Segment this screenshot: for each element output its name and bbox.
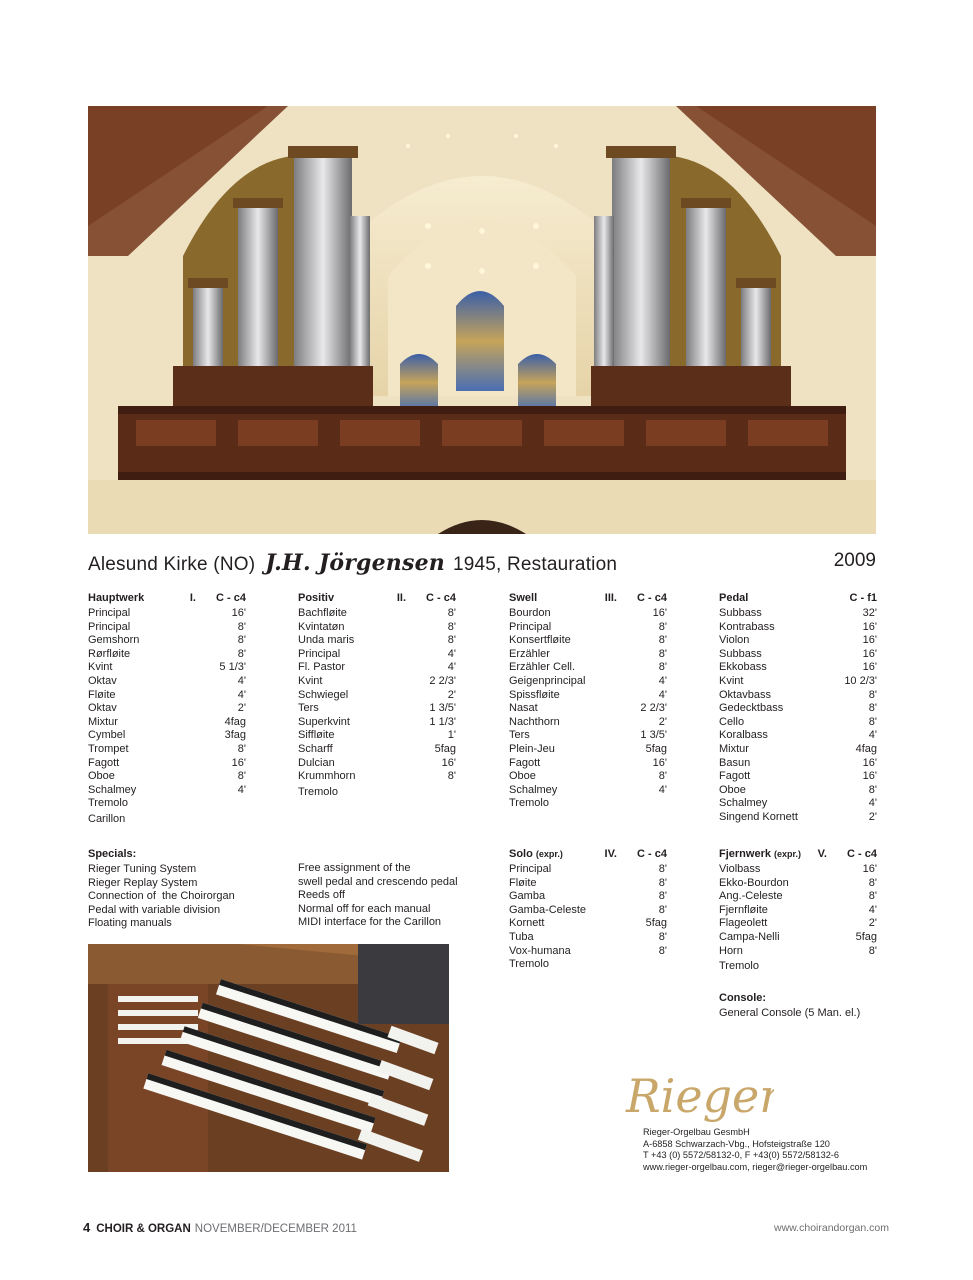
console-heading: Console:	[719, 992, 767, 1004]
stop-row	[509, 621, 667, 635]
stop-name: Mixtur	[719, 742, 749, 755]
stop-name: Cello	[719, 715, 745, 728]
stop-name: Krummhorn	[298, 770, 356, 783]
organ-builder: J.H. Jörgensen	[265, 550, 445, 576]
stop-pitch: 8'	[237, 620, 246, 633]
extra-item	[88, 813, 246, 827]
stop-row	[509, 863, 667, 877]
division-expr: (expr.)	[774, 849, 802, 859]
stop-name: Bachfløite	[298, 607, 347, 619]
manual-number: IV.	[604, 848, 617, 860]
stop-row	[719, 797, 877, 811]
division-swell	[509, 592, 667, 811]
stop-row	[509, 661, 667, 675]
stop-pitch: 8'	[868, 715, 877, 728]
division-solo	[509, 848, 667, 972]
stop-name: Kvint	[298, 674, 323, 687]
stop-row	[88, 743, 246, 757]
division-name: Positiv	[298, 592, 335, 604]
stop-pitch: 16'	[862, 647, 877, 660]
stop-pitch: 8'	[237, 770, 246, 783]
stop-name: Fløite	[509, 876, 537, 889]
stop-name: Fagott	[509, 756, 541, 769]
stop-pitch: 8'	[447, 770, 456, 783]
stop-name: Scharff	[298, 742, 333, 755]
stop-row	[88, 621, 246, 635]
stop-pitch: 5 1/3'	[219, 661, 246, 674]
stop-pitch: 2'	[447, 688, 456, 701]
rieger-address	[643, 1127, 893, 1173]
stop-row	[509, 716, 667, 730]
organ-year: 1945, Restauration	[452, 554, 618, 575]
division-name: Hauptwerk	[88, 592, 145, 604]
stop-row	[88, 784, 246, 798]
stop-name: Tremolo	[509, 958, 549, 971]
stop-pitch: 8'	[658, 620, 667, 633]
stop-row	[88, 716, 246, 730]
specials-list-2	[298, 862, 488, 930]
title-line	[88, 550, 617, 576]
stop-pitch: 16'	[862, 634, 877, 647]
manual-number: II.	[396, 592, 406, 604]
stop-name: Geigenprincipal	[509, 674, 586, 687]
stop-name: Fløite	[88, 688, 116, 701]
stop-name: Basun	[719, 756, 751, 769]
manual-number: I.	[189, 592, 196, 604]
stop-pitch: 8'	[868, 688, 877, 701]
stop-name: Subbass	[719, 647, 762, 660]
specials-heading: Specials:	[88, 848, 137, 860]
stop-pitch: 5fag	[434, 742, 456, 755]
magazine-name: CHOIR & ORGAN	[96, 1223, 191, 1235]
stop-row	[509, 877, 667, 891]
stop-name: Tuba	[509, 930, 534, 943]
stop-pitch: 8'	[868, 783, 877, 796]
stop-pitch: 8'	[237, 634, 246, 647]
stop-pitch: 5fag	[645, 917, 667, 930]
stop-pitch: 5fag	[855, 930, 877, 943]
division-pedal	[719, 592, 877, 825]
rieger-logo-text: Rieger	[626, 1069, 774, 1123]
console-photo	[88, 944, 449, 1172]
page-number: 4	[83, 1220, 91, 1235]
stop-name: Oktavbass	[719, 688, 771, 701]
stop-row	[719, 661, 877, 675]
stop-pitch: 4'	[658, 783, 667, 796]
stop-row	[509, 931, 667, 945]
stop-name: Erzähler Cell.	[509, 661, 576, 674]
stop-name: Tremolo	[509, 797, 549, 810]
stop-row	[509, 945, 667, 959]
special-item: Rieger Tuning System	[88, 863, 197, 875]
stop-row	[719, 621, 877, 635]
stop-row	[719, 770, 877, 784]
stop-name: Superkvint	[298, 715, 350, 728]
stop-name: Rørfløite	[88, 647, 131, 660]
stop-row	[719, 784, 877, 798]
stop-row	[509, 743, 667, 757]
stop-name: Violon	[719, 634, 750, 647]
restoration-year: 2009	[833, 550, 876, 571]
stop-pitch: 8'	[658, 863, 667, 875]
issue-date: NOVEMBER/DECEMBER 2011	[194, 1223, 357, 1235]
stop-name: Kornett	[509, 917, 545, 930]
stop-row	[719, 716, 877, 730]
stop-name: Schalmey	[719, 797, 768, 810]
stop-name: Ang.-Celeste	[719, 890, 783, 903]
stop-row	[298, 675, 456, 689]
stop-name: Schalmey	[88, 783, 137, 796]
stop-pitch: 10 2/3'	[844, 674, 877, 687]
stop-name: Mixtur	[88, 715, 118, 728]
stop-row	[719, 648, 877, 662]
division-positiv	[298, 592, 456, 799]
stop-row	[719, 607, 877, 621]
stop-name: Unda maris	[298, 634, 355, 647]
stop-name: Singend Kornett	[719, 810, 798, 823]
stop-row	[509, 890, 667, 904]
stop-row	[719, 877, 877, 891]
stop-pitch: 8'	[868, 876, 877, 889]
stop-row	[719, 729, 877, 743]
stop-row	[88, 797, 246, 811]
stop-pitch: 8'	[658, 930, 667, 943]
special-item: Connection of the Choirorgan	[88, 890, 235, 903]
division-hauptwerk	[88, 592, 246, 827]
stop-row	[88, 634, 246, 648]
stop-pitch: 4'	[447, 661, 456, 674]
stop-row	[298, 634, 456, 648]
stop-name: Campa-Nelli	[719, 930, 780, 943]
stop-name: Principal	[298, 647, 341, 660]
stop-name: Principal	[509, 863, 552, 875]
stop-row	[88, 757, 246, 771]
stop-row	[509, 648, 667, 662]
stop-pitch: 16'	[862, 756, 877, 769]
stop-pitch: 8'	[658, 647, 667, 660]
stop-name: Principal	[509, 620, 552, 633]
stop-row	[509, 729, 667, 743]
stop-name: Ters	[509, 729, 530, 742]
stop-pitch: 4fag	[855, 742, 877, 755]
stop-row	[509, 702, 667, 716]
stop-row	[509, 607, 667, 621]
stop-pitch: 8'	[447, 620, 456, 633]
stop-row	[509, 904, 667, 918]
stop-pitch: 8'	[237, 742, 246, 755]
stop-name: Kvint	[719, 674, 744, 687]
manual-number: III.	[604, 592, 617, 604]
stop-row	[509, 784, 667, 798]
stop-row	[298, 729, 456, 743]
compass-range: C - f1	[849, 592, 877, 604]
division-name: Pedal	[719, 592, 749, 604]
address-line: Rieger-Orgelbau GesmbH	[643, 1127, 750, 1137]
stop-name: Gamba-Celeste	[509, 903, 587, 916]
stop-name: Oktav	[88, 674, 117, 687]
compass-range: C - c4	[216, 592, 246, 604]
stop-row	[88, 702, 246, 716]
division-heading	[719, 848, 877, 863]
stop-row	[298, 648, 456, 662]
division-name: Swell	[509, 592, 538, 604]
stop-row	[719, 675, 877, 689]
stop-name: Ekko-Bourdon	[719, 876, 789, 889]
stop-name: Gemshorn	[88, 634, 140, 647]
stop-name: Siffløite	[298, 729, 335, 742]
stop-pitch: 16'	[862, 661, 877, 674]
division-fjernwerk	[719, 848, 877, 974]
stop-name: Vox-humana	[509, 944, 571, 957]
stop-pitch: 16'	[862, 770, 877, 783]
stop-name: Dulcian	[298, 756, 335, 769]
footer-left	[83, 1220, 357, 1235]
stop-pitch: 16'	[652, 607, 667, 619]
stop-name: Kvintatøn	[298, 620, 345, 633]
stop-name: Kontrabass	[719, 620, 775, 633]
stop-name: Trompet	[88, 742, 129, 755]
division-heading	[88, 592, 246, 607]
extra-item	[719, 960, 877, 974]
stop-row	[298, 757, 456, 771]
stop-row	[298, 661, 456, 675]
stop-pitch: 4'	[868, 797, 877, 810]
footer-website[interactable]: www.choirandorgan.com	[774, 1222, 889, 1234]
stop-name: Fjernfløite	[719, 903, 768, 916]
stop-name: Gamba	[509, 890, 546, 903]
stop-pitch: 16'	[441, 756, 456, 769]
stop-row	[719, 917, 877, 931]
extra-name: Carillon	[88, 812, 126, 825]
rieger-logo	[624, 1060, 774, 1126]
stop-pitch: 3fag	[224, 729, 246, 742]
special-item: MIDI interface for the Carillon	[298, 916, 442, 929]
stop-pitch: 8'	[447, 634, 456, 647]
stop-row	[88, 661, 246, 675]
stop-name: Plein-Jeu	[509, 742, 555, 755]
stop-name: Konsertfløite	[509, 634, 571, 647]
stop-pitch: 2'	[658, 715, 667, 728]
special-item: swell pedal and crescendo pedal	[298, 875, 458, 888]
stop-pitch: 4'	[237, 674, 246, 687]
stop-row	[88, 675, 246, 689]
compass-range: C - c4	[637, 848, 667, 860]
division-heading	[509, 848, 667, 863]
special-item: Reeds off	[298, 889, 345, 902]
division-heading	[509, 592, 667, 607]
special-item: Pedal with variable division	[88, 903, 221, 916]
stop-row	[719, 863, 877, 877]
stop-pitch: 1 1/3'	[429, 715, 456, 728]
special-item: Floating manuals	[88, 917, 172, 930]
organ-photo	[88, 106, 876, 534]
stop-pitch: 8'	[658, 661, 667, 674]
address-line: T +43 (0) 5572/58132-0, F +43(0) 5572/58132-6	[643, 1150, 839, 1161]
stop-row	[88, 607, 246, 621]
stop-row	[509, 757, 667, 771]
address-line: A-6858 Schwarzach-Vbg., Hofsteigstraße 120	[643, 1138, 830, 1149]
stop-pitch: 16'	[862, 620, 877, 633]
console-text: General Console (5 Man. el.)	[719, 1007, 861, 1019]
stop-pitch: 2'	[868, 810, 877, 823]
stop-pitch: 4fag	[224, 715, 246, 728]
stop-pitch: 8'	[658, 890, 667, 903]
stop-name: Erzähler	[509, 647, 550, 660]
specials-list	[88, 848, 278, 931]
stop-name: Ekkobass	[719, 661, 767, 674]
extra-name: Tremolo	[719, 960, 759, 973]
stop-pitch: 1 3/5'	[640, 729, 667, 742]
stop-pitch: 8'	[868, 890, 877, 903]
stop-row	[719, 890, 877, 904]
stop-name: Schwiegel	[298, 688, 349, 701]
stop-row	[719, 634, 877, 648]
stop-pitch: 2'	[237, 702, 246, 715]
stop-name: Koralbass	[719, 729, 768, 742]
stop-name: Flageolett	[719, 917, 768, 930]
manual-number: V.	[817, 848, 827, 860]
stop-pitch: 4'	[658, 688, 667, 701]
stop-pitch: 8'	[658, 876, 667, 889]
special-item: Normal off for each manual	[298, 902, 431, 915]
division-expr: (expr.)	[535, 849, 563, 859]
division-name: Solo (expr.)	[509, 848, 563, 860]
stop-pitch: 4'	[868, 729, 877, 742]
stop-pitch: 8'	[868, 702, 877, 715]
stop-pitch: 8'	[658, 903, 667, 916]
stop-pitch: 8'	[237, 647, 246, 660]
address-line: www.rieger-orgelbau.com, rieger@rieger-orgelbau.com	[643, 1161, 868, 1172]
extra-name: Tremolo	[298, 785, 338, 798]
stop-name: Fl. Pastor	[298, 661, 346, 674]
stop-row	[298, 770, 456, 784]
stop-name: Fagott	[719, 770, 751, 783]
stop-pitch: 16'	[231, 756, 246, 769]
stop-row	[719, 904, 877, 918]
title-row	[88, 546, 876, 580]
stop-pitch: 16'	[231, 607, 246, 619]
stop-name: Spissfløite	[509, 688, 560, 701]
stop-name: Ters	[298, 702, 319, 715]
stop-row	[298, 621, 456, 635]
stop-pitch: 1 3/5'	[429, 702, 456, 715]
stop-name: Subbass	[719, 607, 762, 619]
stop-row	[509, 634, 667, 648]
stop-name: Oboe	[88, 770, 115, 783]
stop-row	[509, 770, 667, 784]
stop-pitch: 2 2/3'	[429, 674, 456, 687]
stop-row	[298, 702, 456, 716]
stop-pitch: 4'	[447, 647, 456, 660]
stop-pitch: 2'	[868, 917, 877, 930]
stop-name: Fagott	[88, 756, 120, 769]
stop-name: Principal	[88, 607, 131, 619]
stop-row	[509, 675, 667, 689]
stop-name: Kvint	[88, 661, 113, 674]
stop-name: Oktav	[88, 702, 117, 715]
stop-name: Oboe	[509, 770, 536, 783]
stop-name: Nasat	[509, 702, 538, 715]
compass-range: C - c4	[426, 592, 456, 604]
stop-pitch: 2 2/3'	[640, 702, 667, 715]
stop-row	[88, 689, 246, 703]
stop-name: Horn	[719, 944, 743, 957]
division-heading	[719, 592, 877, 607]
stop-row	[719, 811, 877, 825]
stop-pitch: 16'	[652, 756, 667, 769]
stop-pitch: 4'	[237, 688, 246, 701]
stop-name: Principal	[88, 620, 131, 633]
division-heading	[298, 592, 456, 607]
stop-row	[298, 743, 456, 757]
stop-row	[88, 648, 246, 662]
stop-name: Violbass	[719, 863, 761, 875]
compass-range: C - c4	[847, 848, 877, 860]
stop-name: Tremolo	[88, 797, 128, 810]
stop-name: Nachthorn	[509, 715, 560, 728]
stop-row	[719, 931, 877, 945]
extra-item	[298, 786, 456, 800]
stop-row	[88, 770, 246, 784]
stop-pitch: 8'	[447, 607, 456, 619]
stop-pitch: 4'	[658, 674, 667, 687]
special-item: Free assignment of the	[298, 862, 411, 874]
organ-location: Alesund Kirke (NO)	[88, 554, 256, 575]
stop-pitch: 16'	[862, 863, 877, 875]
stop-row	[719, 702, 877, 716]
stop-name: Bourdon	[509, 607, 551, 619]
stop-row	[298, 689, 456, 703]
special-item: Rieger Replay System	[88, 876, 198, 889]
stop-row	[719, 689, 877, 703]
stop-pitch: 8'	[658, 770, 667, 783]
stop-row	[88, 729, 246, 743]
stop-row	[719, 743, 877, 757]
console-info	[719, 991, 889, 1021]
stop-pitch: 8'	[868, 944, 877, 957]
stop-name: Cymbel	[88, 729, 126, 742]
stop-pitch: 8'	[658, 944, 667, 957]
stop-pitch: 1'	[447, 729, 456, 742]
stop-row	[298, 607, 456, 621]
stop-name: Gedecktbass	[719, 702, 784, 715]
stop-row	[719, 757, 877, 771]
division-name: Fjernwerk (expr.)	[719, 848, 802, 860]
stop-pitch: 5fag	[645, 742, 667, 755]
stop-row	[509, 797, 667, 811]
stop-pitch: 4'	[237, 783, 246, 796]
stop-name: Oboe	[719, 783, 746, 796]
stop-pitch: 32'	[862, 607, 877, 619]
stop-name: Schalmey	[509, 783, 558, 796]
compass-range: C - c4	[637, 592, 667, 604]
stop-row	[719, 945, 877, 959]
stop-row	[509, 958, 667, 972]
stop-pitch: 4'	[868, 903, 877, 916]
stop-row	[509, 917, 667, 931]
stop-row	[298, 716, 456, 730]
stop-row	[509, 689, 667, 703]
stop-pitch: 8'	[658, 634, 667, 647]
